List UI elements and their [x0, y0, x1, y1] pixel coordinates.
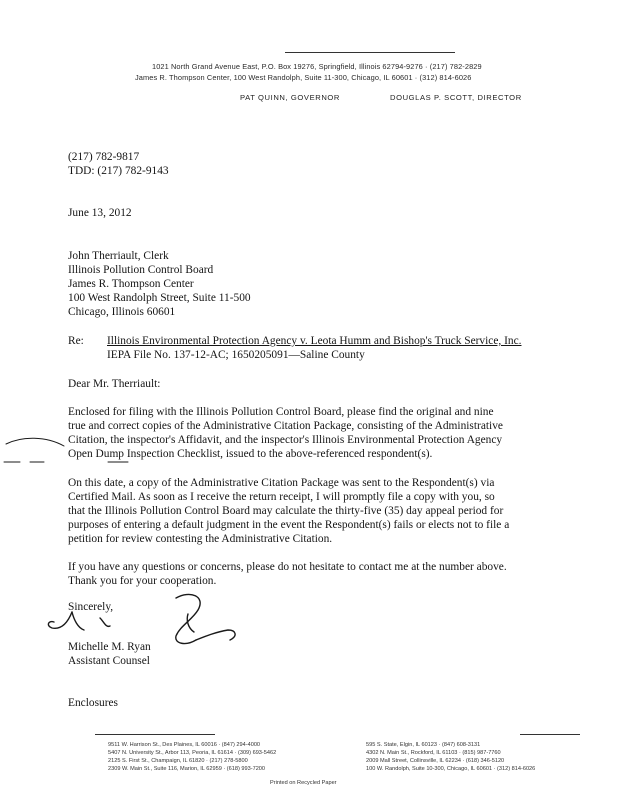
footer-office: 2009 Mall Street, Collinsville, IL 62234 · (618) 346-5120 [366, 758, 505, 764]
signer-name: Michelle M. Ryan [68, 641, 151, 653]
re-file-number: IEPA File No. 137-12-AC; 1650205091—Saline County [107, 349, 365, 361]
footer-office: 5407 N. University St., Arbor 113, Peoria, IL 61614 · (309) 693-5462 [108, 750, 277, 756]
paragraph-line: If you have any questions or concerns, please do not hesitate to contact me at the number above. [68, 561, 507, 573]
letterhead-address-line2: James R. Thompson Center, 100 West Randolph, Suite 11-300, Chicago, IL 60601 · (312) 814-6026 [135, 73, 472, 82]
recipient-city: Chicago, Illinois 60601 [68, 306, 176, 318]
paragraph-line: On this date, a copy of the Administrative Citation Package was sent to the Respondent(s) via [68, 477, 495, 489]
enclosures-note: Enclosures [68, 697, 118, 709]
contact-tdd: TDD: (217) 782-9143 [68, 165, 169, 177]
recipient-name: John Therriault, Clerk [68, 250, 169, 262]
letterhead-director: DOUGLAS P. SCOTT, DIRECTOR [390, 93, 522, 102]
footer-recycled-note: Printed on Recycled Paper [270, 780, 337, 786]
letterhead-governor: PAT QUINN, GOVERNOR [240, 93, 341, 102]
salutation: Dear Mr. Therriault: [68, 378, 161, 390]
footer-office: 2309 W. Main St., Suite 116, Marion, IL 62959 · (618) 993-7200 [108, 766, 266, 772]
paragraph-line: Open Dump Inspection Checklist, issued to the above-referenced respondent(s). [68, 448, 433, 460]
recipient-org: Illinois Pollution Control Board [68, 264, 214, 276]
footer-rule-left [95, 734, 215, 735]
paragraph-line: Certified Mail. As soon as I receive the return receipt, I will promptly file a copy with you, so [68, 491, 495, 503]
paragraph-line: purposes of entering a default judgment in the event the Respondent(s) fails or elects not to file a [68, 519, 510, 531]
letterhead-address-line1: 1021 North Grand Avenue East, P.O. Box 19276, Springfield, Illinois 62794-9276 · (217) 782-2829 [152, 62, 482, 71]
paragraph-line: petition for review contesting the Administrative Citation. [68, 533, 333, 545]
closing: Sincerely, [68, 601, 114, 613]
footer-office: 9511 W. Harrison St., Des Plaines, IL 60016 · (847) 294-4000 [108, 742, 261, 748]
footer-office: 100 W. Randolph, Suite 10-300, Chicago, IL 60601 · (312) 814-6026 [366, 766, 536, 772]
paragraph-line: Citation, the inspector's Affidavit, and the inspector's Illinois Environmental Protection Agency [68, 434, 503, 446]
paragraph-line: Thank you for your cooperation. [68, 575, 217, 587]
footer-office: 4302 N. Main St., Rockford, IL 61103 · (815) 987-7760 [366, 750, 501, 756]
letter-date: June 13, 2012 [68, 207, 132, 219]
recipient-street: 100 West Randolph Street, Suite 11-500 [68, 292, 251, 304]
paragraph-line: that the Illinois Pollution Control Board may calculate the thirty-five (35) day appeal period for [68, 505, 504, 517]
paragraph-line: true and correct copies of the Administrative Citation Package, consisting of the Administrative [68, 420, 503, 432]
re-case-title-text: Illinois Environmental Protection Agency v. Leota Humm and Bishop's Truck Service, Inc. [107, 335, 522, 347]
re-label: Re: [68, 335, 84, 347]
footer-rule-right [520, 734, 580, 735]
signer-title: Assistant Counsel [68, 655, 150, 667]
paragraph-line: Enclosed for filing with the Illinois Pollution Control Board, please find the original and nine [68, 406, 494, 418]
footer-office: 2125 S. First St., Champaign, IL 61820 · (217) 278-5800 [108, 758, 248, 764]
recipient-building: James R. Thompson Center [68, 278, 194, 290]
footer-office: 595 S. State, Elgin, IL 60123 · (847) 608-3131 [366, 742, 481, 748]
contact-phone: (217) 782-9817 [68, 151, 140, 163]
